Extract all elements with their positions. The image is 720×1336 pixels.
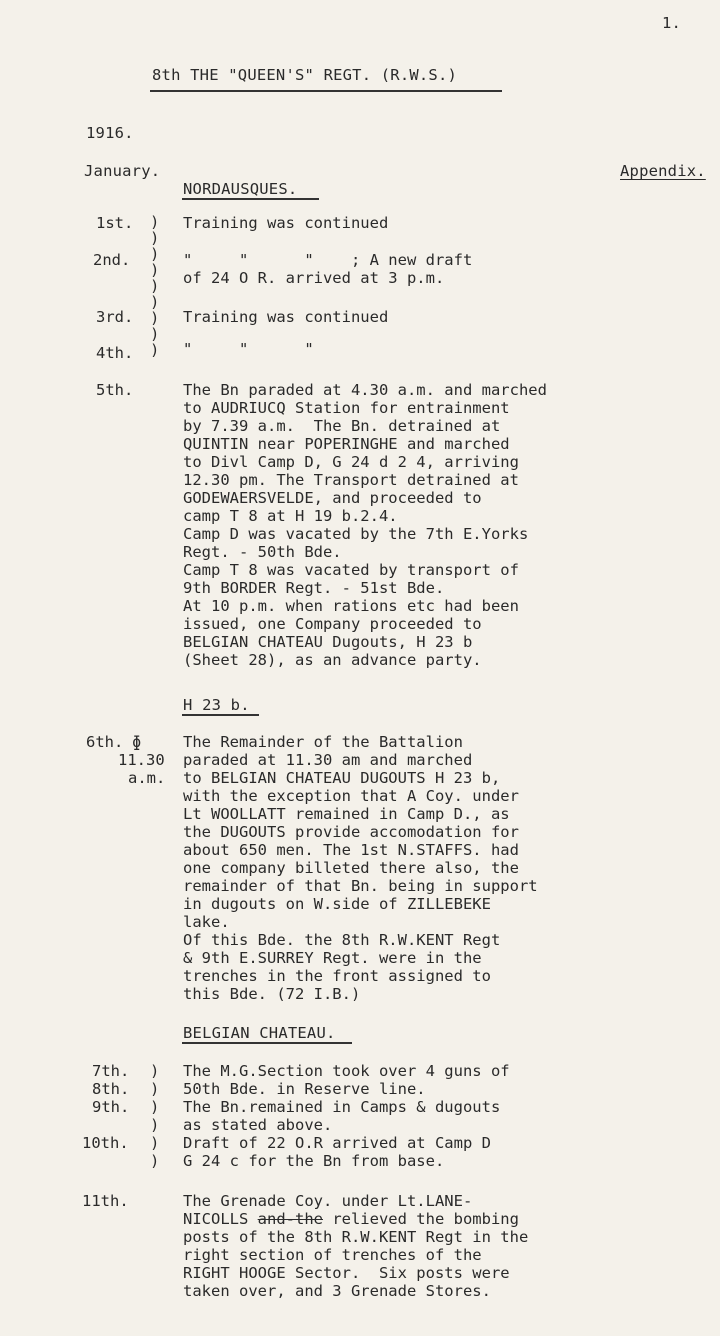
section-heading-nordausques: NORDAUSQUES. — [183, 180, 298, 198]
date-3rd: 3rd. — [96, 308, 134, 326]
title-underline — [150, 90, 502, 92]
time-6th: 11.30 — [118, 751, 165, 769]
struck-text: and-the — [257, 1210, 323, 1228]
month: January. — [84, 162, 161, 180]
date-6th: 6th. — [86, 733, 124, 751]
date-9th: 9th. — [92, 1098, 130, 1116]
section-heading-belgian-chateau: BELGIAN CHATEAU. — [183, 1024, 336, 1042]
page-title: 8th THE "QUEEN'S" REGT. (R.W.S.) — [152, 66, 458, 84]
section-heading-h23b: H 23 b. — [183, 696, 250, 714]
bracket-1-4: ) ) ) ) ) ) ) ) ) — [150, 213, 160, 359]
date-1st: 1st. — [96, 214, 134, 232]
entry-11th: The Grenade Coy. under Lt.LANE- NICOLLS and-the relieved the bombing posts of the 8th R.W.KENT Regt in the right section of trenches of the RIGHT HOOGE Sector. Six posts were taken over, and 3 Grenade Stores. — [183, 1192, 529, 1300]
date-2nd: 2nd. — [93, 251, 131, 269]
entry-2nd: " " " ; A new draft of 24 O R. arrived at 3 p.m. — [183, 251, 473, 287]
year: 1916. — [86, 124, 134, 142]
entry-11th-line2-pre: NICOLLS — [183, 1210, 258, 1228]
belgian-chateau-underline — [182, 1042, 352, 1044]
page-number: 1. — [662, 14, 682, 32]
appendix-heading: Appendix. — [620, 162, 706, 180]
date-7th: 7th. — [92, 1062, 130, 1080]
entry-4th: " " " — [183, 340, 314, 358]
nordausques-underline — [182, 198, 319, 200]
bracket-7-10: ) ) ) ) ) ) — [150, 1062, 160, 1170]
entry-11th-line2-post: relieved the bombing — [322, 1210, 519, 1228]
time-6th-ampm: a.m. — [128, 769, 166, 787]
date-11th: 11th. — [82, 1192, 129, 1210]
entry-5th: The Bn paraded at 4.30 a.m. and marched to AUDRIUCQ Station for entrainment by 7.39 a.m. The Bn. detrained at QUINTIN near POPERINGHE and marched to Divl Camp D, G 24 d 2 4, arriving 12.30 pm. The Transport detrained at GODEWAERSVELDE, and proceeded to camp T 8 at H 19 b.2.4. Camp D was vacated by the 7th E.Yorks Regt. - 50th Bde. Camp T 8 was vacated by transport of 9th BORDER Regt. - 51st Bde. At 10 p.m. when rations etc had been issued, one Company proceeded to BELGIAN CHATEAU Dugouts, H 23 b (Sheet 28), as an advance party. — [183, 381, 547, 669]
date-5th: 5th. — [96, 381, 134, 399]
h23b-underline — [182, 714, 259, 716]
date-4th: 4th. — [96, 344, 134, 362]
date-6th-mark: ɸ — [132, 733, 142, 751]
entry-6th: The Remainder of the Battalion paraded at 11.30 am and marched to BELGIAN CHATEAU DUGOUTS H 23 b, with the exception that A Coy. under Lt WOOLLATT remained in Camp D., as the DUGOUTS provide accomodation for about 650 men. The 1st N.STAFFS. had one company billeted there also, the remainder of that Bn. being in support in dugouts on W.side of ZILLEBEKE lake. Of this Bde. the 8th R.W.KENT Regt & 9th E.SURREY Regt. were in the trenches in the front assigned to this Bde. (72 I.B.) — [183, 733, 538, 1003]
entry-1st: Training was continued — [183, 214, 389, 232]
date-8th: 8th. — [92, 1080, 130, 1098]
date-10th: 10th. — [82, 1134, 129, 1152]
entry-3rd: Training was continued — [183, 308, 389, 326]
entry-7th-10th: The M.G.Section took over 4 guns of 50th Bde. in Reserve line. The Bn.remained in Camps & dugouts as stated above. Draft of 22 O.R arrived at Camp D G 24 c for the Bn from base. — [183, 1062, 510, 1170]
